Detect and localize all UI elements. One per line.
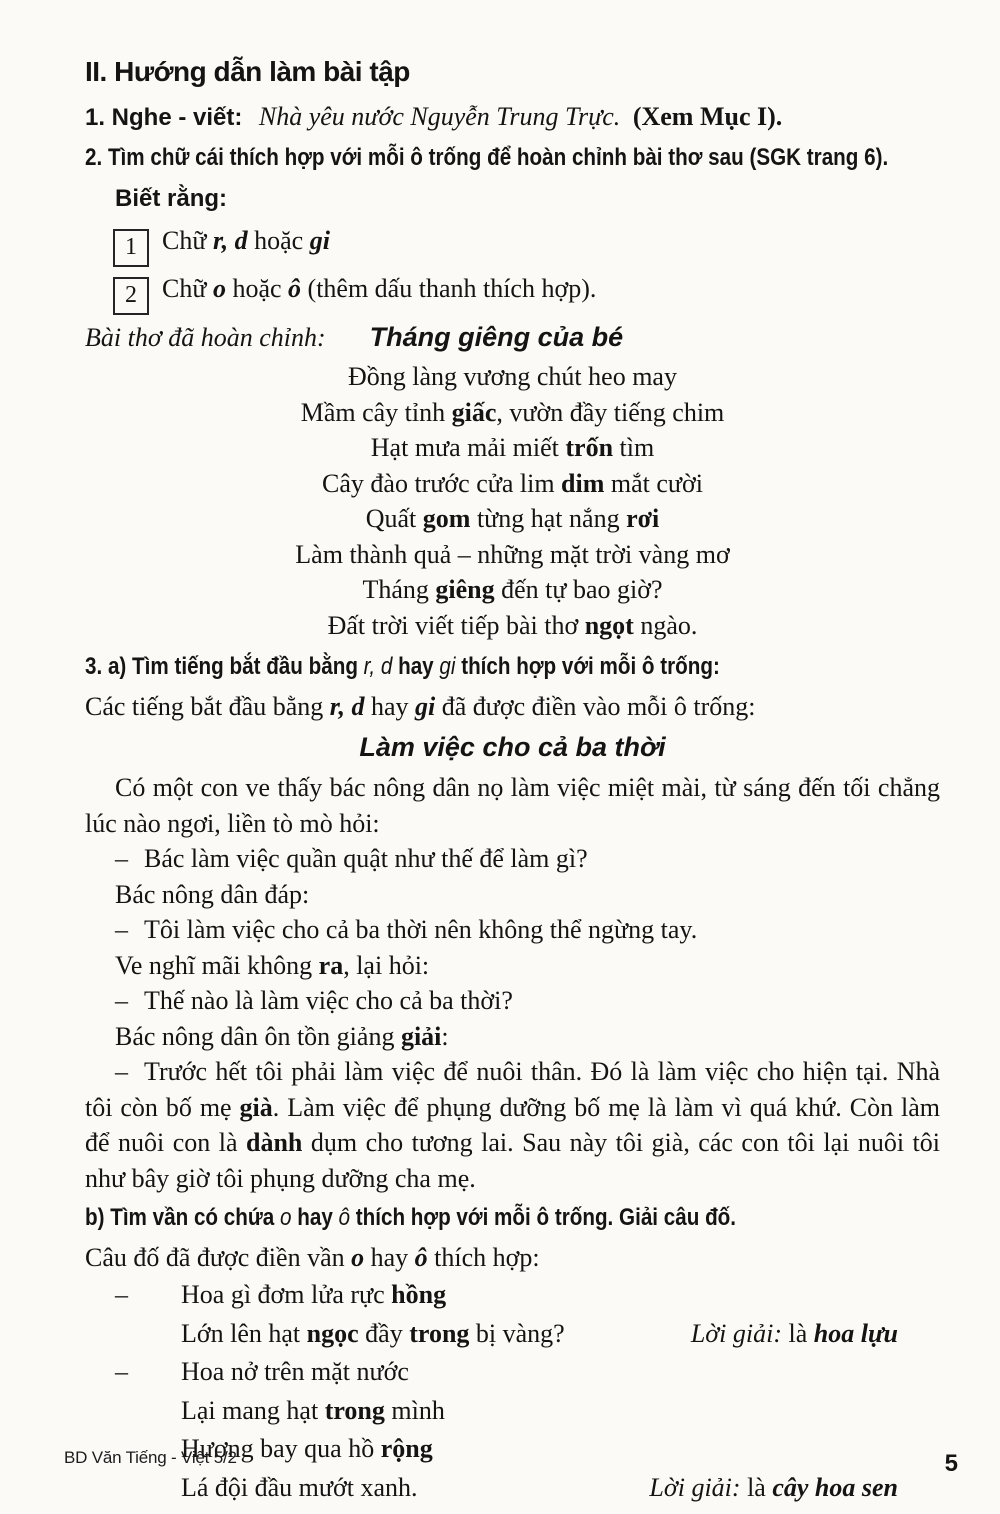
legend-text: Chữ o hoặc ô (thêm dấu thanh thích hợp). bbox=[162, 274, 597, 303]
story-paragraph: – Tôi làm việc cho cả ba thời nên không thể ngừng tay. bbox=[115, 915, 698, 944]
poem-line: Mầm cây tỉnh giấc, vườn đầy tiếng chim bbox=[300, 397, 725, 427]
poem-line: Đồng làng vương chút heo may bbox=[348, 362, 677, 391]
story-paragraph: – Bác làm việc quần quật như thế để làm gì? bbox=[115, 844, 588, 873]
story-paragraph: Có một con ve thấy bác nông dân nọ làm việc miệt mài, từ sáng đến tối chẳng lúc nào ngơi, liền tò mò hỏi: bbox=[85, 773, 940, 838]
exercise-2-heading-text: 2. Tìm chữ cái thích hợp với mỗi ô trống để hoàn chỉnh bài thơ sau (SGK trang 6). bbox=[85, 144, 889, 171]
footer-book-title: BD Văn Tiếng - Việt 5/2 bbox=[64, 1448, 237, 1467]
page-number: 5 bbox=[944, 1450, 958, 1477]
story-paragraph: Ve nghĩ mãi không ra, lại hỏi: bbox=[115, 950, 430, 980]
exercise-2-subheading: Biết rằng: bbox=[115, 185, 228, 212]
legend-number-box: 1 bbox=[113, 229, 149, 267]
poem-title: Tháng giêng của bé bbox=[369, 322, 624, 352]
poem-line: Cây đào trước cửa lim dim mắt cười bbox=[322, 468, 703, 498]
exercise-1-line bbox=[85, 98, 940, 136]
riddle-text: Hoa gì đơm lửa rực hồng bbox=[181, 1280, 447, 1309]
riddle-line bbox=[85, 1353, 940, 1392]
riddle-dash: – bbox=[115, 1280, 128, 1309]
section-heading: II. Hướng dẫn làm bài tập bbox=[85, 56, 410, 87]
story-paragraph: Bác nông dân đáp: bbox=[115, 879, 310, 909]
story-paragraph: Bác nông dân ôn tồn giảng giải: bbox=[115, 1021, 449, 1051]
riddle-dash bbox=[115, 1315, 181, 1354]
riddles bbox=[85, 1276, 940, 1507]
exercise-1-label: 1. Nghe - viết: bbox=[85, 104, 243, 131]
poem-line: Hạt mưa mải miết trốn tìm bbox=[370, 433, 655, 462]
poem-line: Làm thành quả – những mặt trời vàng mơ bbox=[295, 539, 730, 569]
exercise-2-heading bbox=[85, 138, 940, 177]
riddle-line bbox=[85, 1392, 940, 1431]
poem-line: Đất trời viết tiếp bài thơ ngọt ngào. bbox=[327, 610, 698, 640]
riddle-text: Lớn lên hạt ngọc đầy trong bị vàng? bbox=[181, 1318, 565, 1348]
riddle-line bbox=[85, 1469, 940, 1508]
legend-number-box: 2 bbox=[113, 277, 149, 315]
exercise-1-dictation-title: Nhà yêu nước Nguyễn Trung Trực. bbox=[258, 102, 621, 131]
poem-line: Tháng giêng đến tự bao giờ? bbox=[362, 575, 663, 604]
exercise-3a-heading-text: 3. a) Tìm tiếng bắt đầu bằng r, d hay gi thích hợp với mỗi ô trống: bbox=[85, 653, 720, 680]
exercise-3a-intro: Các tiếng bắt đầu bằng r, d hay gi đã được điền vào mỗi ô trống: bbox=[85, 692, 756, 721]
riddle-text: Hương bay qua hồ rộng bbox=[181, 1434, 433, 1463]
exercise-1-reference: (Xem Mục I). bbox=[632, 102, 783, 131]
riddle-line bbox=[85, 1315, 940, 1354]
riddle-dash bbox=[115, 1392, 181, 1431]
exercise-3b-heading-text: b) Tìm vần có chứa o hay ô thích hợp với mỗi ô trống. Giải câu đố. bbox=[85, 1204, 737, 1231]
riddle-text: Hoa nở trên mặt nước bbox=[181, 1357, 409, 1386]
poem-line: Quất gom từng hạt nắng rơi bbox=[365, 504, 660, 533]
riddle-text: Lại mang hạt trong mình bbox=[181, 1395, 445, 1425]
legend-row bbox=[85, 220, 940, 267]
riddle-answer bbox=[898, 1430, 940, 1469]
legend-text: Chữ r, d hoặc gi bbox=[162, 226, 330, 255]
exercise-3a-heading bbox=[85, 647, 940, 686]
riddle-dash: – bbox=[115, 1357, 128, 1386]
riddle-answer bbox=[898, 1276, 940, 1315]
story-paragraph: – Thế nào là làm việc cho cả ba thời? bbox=[115, 986, 513, 1015]
riddle-answer bbox=[898, 1353, 940, 1392]
story-title: Làm việc cho cả ba thời bbox=[359, 732, 666, 762]
legend-list bbox=[85, 220, 940, 315]
exercise-3b-intro: Câu đố đã được điền vần o hay ô thích hợp: bbox=[85, 1243, 540, 1272]
exercise-3b-heading bbox=[85, 1198, 940, 1237]
poem-intro-label: Bài thơ đã hoàn chỉnh: bbox=[85, 323, 326, 352]
poem-intro-line bbox=[85, 318, 940, 357]
riddle-text: Lá đội đầu mướt xanh. bbox=[181, 1472, 418, 1502]
poem bbox=[85, 359, 940, 643]
story bbox=[85, 770, 940, 1196]
riddle-line bbox=[85, 1276, 940, 1315]
riddle-answer bbox=[898, 1392, 940, 1431]
riddle-answer: Lời giải: là cây hoa sen bbox=[649, 1472, 898, 1502]
riddle-answer: Lời giải: là hoa lựu bbox=[690, 1318, 898, 1348]
story-paragraph: – Trước hết tôi phải làm việc để nuôi thân. Đó là làm việc cho hiện tại. Nhà tôi còn bố mẹ già. Làm việc để phụng dưỡng bố mẹ là làm vì quá khứ. Còn làm để nuôi con là dành dụm cho tương lai. Sau này tôi già, các con tôi lại nuôi tôi như bây giờ tôi phụng dưỡng cha mẹ. bbox=[85, 1057, 940, 1193]
legend-row bbox=[85, 268, 940, 315]
riddle-dash bbox=[115, 1469, 181, 1508]
